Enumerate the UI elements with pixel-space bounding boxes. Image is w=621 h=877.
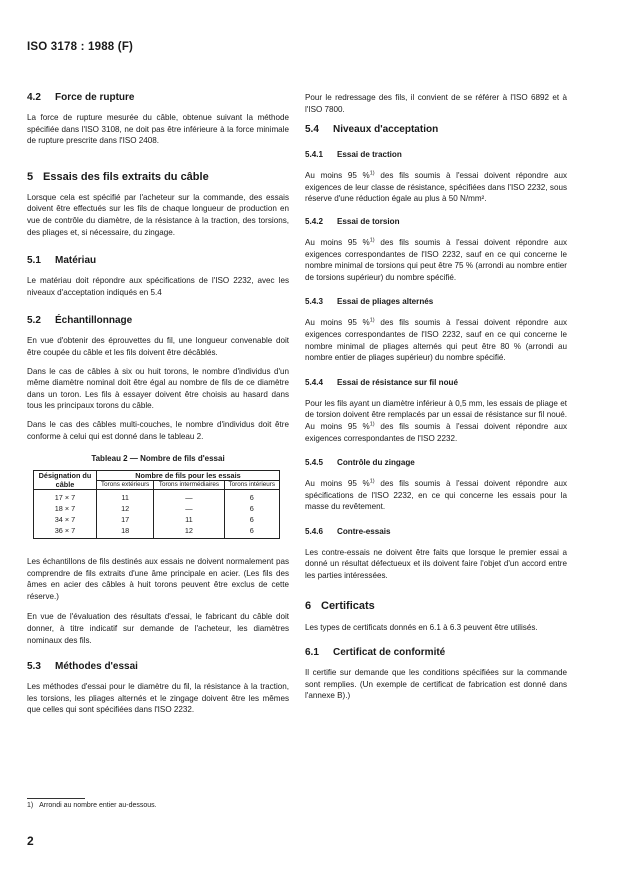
section-6-1-paragraph: Il certifie sur demande que les conditions spécifiées sur la commande sont remplies. (Un exemple de certificat de fabrication est donné dans l'annexe B).): [305, 668, 567, 701]
cell-designation: 18 × 7: [34, 503, 97, 514]
section-title: Certificat de conformité: [333, 647, 446, 659]
cell-outer: 12: [97, 503, 154, 514]
cell-inner: 6: [224, 490, 280, 504]
section-title: Essai de pliages alternés: [337, 297, 434, 307]
section-number: 5.4.5: [305, 458, 324, 468]
section-5-paragraph: Lorsque cela est spécifié par l'acheteur sur la commande, des essais doivent être effectués sur les fils de chaque longueur de production en vue de contrôle du diamètre, de la résistance à la traction, des torsions, des pliages et, si nécessaire, du zingage.: [27, 192, 289, 237]
cell-designation: 36 × 7: [34, 525, 97, 539]
section-title: Essai de traction: [337, 150, 402, 160]
table-row: [34, 503, 280, 514]
section-5-2-paragraph-3: Dans le cas des câbles multi-couches, le nombre d'individus doit être conforme à celui qui est donné dans le tableau 2.: [27, 419, 289, 441]
section-number: 6.1: [305, 647, 319, 659]
section-number: 5.2: [27, 315, 41, 327]
section-title: Contre-essais: [337, 526, 391, 536]
section-title: Certificats: [321, 599, 375, 612]
section-5-2-paragraph-2: Dans le cas de câbles à six ou huit torons, le nombre d'individus d'un même diamètre nominal doit être égal au nombre de fils de ce diamètre dans un toron. Les fils à essayer doivent être choisis au hasard dans tous les principaux torons du câble.: [27, 366, 289, 411]
section-6-paragraph: Les types de certificats donnés en 6.1 à 6.3 peuvent être utilisés.: [305, 622, 538, 632]
section-6-1-heading: [305, 647, 567, 658]
column-header-designation: Désignation du câble: [34, 471, 97, 490]
document-reference: ISO 3178 : 1988 (F): [27, 41, 134, 53]
section-number: 5.1: [27, 255, 41, 267]
cell-designation: 17 × 7: [34, 490, 97, 504]
section-4-2-paragraph: La force de rupture mesurée du câble, obtenue suivant la méthode spécifiée dans l'ISO 3108, ne doit pas être inférieure à la force minimale de rupture prescrite dans l'ISO 2408.: [27, 113, 289, 146]
section-5-4-1-heading: [305, 150, 567, 159]
section-5-4-1-paragraph: Au moins 95 %$^{1)}$ des fils soumis à l'essai doivent répondre aux exigences de leur classe de résistance, spécifiées dans l'ISO 2232, sous réserve d'une réduction égale au plus à 50 N/mm².: [305, 170, 567, 204]
wire-sample-paragraph: Les échantillons de fils destinés aux essais ne doivent normalement pas comprendre de fils extraits d'une âme principale en acier. (Les fils des âmes en acier des câbles à huit torons peuvent être exclus de cette réserve.): [27, 557, 289, 601]
section-5-4-4-paragraph: Pour les fils ayant un diamètre inférieur à 0,5 mm, les essais de pliage et de torsion doivent être remplacés par un essai de résistance sur fil noué. Au moins 95 %$^{1)}$ des fils soumis à l'essai doivent répondre aux exigences correspondantes de l'ISO 2232.: [305, 398, 567, 443]
table-caption: Tableau 2 — Nombre de fils d'essai: [91, 454, 225, 464]
section-5-2-heading: [27, 315, 289, 326]
section-number: 5.4.6: [305, 526, 324, 536]
footnote-mark: 1): [27, 802, 34, 809]
test-wire-count-table: [33, 470, 280, 539]
section-title: Force de rupture: [55, 92, 135, 103]
cell-intermediate: —: [154, 490, 224, 504]
section-title: Contrôle du zingage: [337, 458, 415, 468]
section-5-4-heading: [305, 124, 567, 135]
section-5-heading: [27, 171, 289, 183]
section-5-4-3-paragraph: Au moins 95 %$^{1)}$ des fils soumis à l'essai doivent répondre aux exigences correspondantes de l'ISO 2232, sauf en ce qui concerne le nombre minimal de pliages alternés qui peut être 80 % (arrondi au nombre entier de pliages supérieur) du nombre spécifié.: [305, 317, 567, 363]
section-title: Matériau: [55, 255, 97, 267]
cell-intermediate: —: [154, 503, 224, 514]
section-5-4-3-heading: [305, 297, 567, 306]
column-header-outer: Torons extérieurs: [97, 481, 154, 490]
section-number: 5.3: [27, 661, 41, 673]
cell-outer: 17: [97, 514, 154, 525]
section-5-4-6-heading: [305, 527, 567, 536]
cell-designation: 34 × 7: [34, 514, 97, 525]
section-5-4-6-paragraph: Les contre-essais ne doivent être faits que lorsque le premier essai a donné un résultat défectueux et ils doivent faire l'objet d'un accord entre les parties intéressées.: [305, 547, 567, 581]
table-row: [34, 514, 280, 525]
cell-intermediate: 11: [154, 514, 224, 525]
section-5-1-paragraph: Le matériau doit répondre aux spécifications de l'ISO 2232, avec les niveaux d'acceptation indiqués en 5.4: [27, 276, 289, 297]
right-column: [305, 92, 567, 702]
cell-outer: 11: [97, 490, 154, 504]
table-row: [34, 525, 280, 539]
section-number: 5.4: [305, 124, 319, 136]
column-header-group: Nombre de fils pour les essais: [97, 471, 280, 481]
straightening-paragraph: Pour le redressage des fils, il convient de se référer à l'ISO 6892 et à l'ISO 7800.: [305, 93, 567, 114]
section-5-2-paragraph-1: En vue d'obtenir des éprouvettes du fil, une longueur convenable doit être coupée du câble et les fils doivent être décâblés.: [27, 336, 289, 357]
page-number: 2: [27, 834, 34, 848]
left-column: [27, 92, 289, 716]
section-5-4-5-paragraph: Au moins 95 %$^{1)}$ des fils soumis à l'essai doivent répondre aux spécifications de l'ISO 2232, en ce qui concerne les essais pour la masse du revêtement.: [305, 478, 567, 512]
section-number: 5.4.4: [305, 377, 324, 387]
footnote-divider: [27, 798, 85, 799]
section-number: 6: [305, 599, 312, 612]
evaluation-paragraph: En vue de l'évaluation des résultats d'essai, le fabricant du câble doit donner, à titre indicatif sur demande de l'acheteur, les diamètres nominaux des fils.: [27, 612, 289, 645]
section-number: 5: [27, 170, 34, 183]
footnote-text: Arrondi au nombre entier au-dessous.: [39, 802, 157, 809]
cell-inner: 6: [224, 525, 280, 539]
cell-inner: 6: [224, 503, 280, 514]
section-title: Méthodes d'essai: [55, 661, 138, 673]
column-header-inner: Torons intérieurs: [224, 481, 280, 490]
section-5-3-heading: [27, 661, 289, 672]
section-4-2-heading: [27, 92, 289, 103]
cell-inner: 6: [224, 514, 280, 525]
section-number: 4.2: [27, 92, 41, 103]
section-5-1-heading: [27, 255, 289, 266]
section-5-3-paragraph: Les méthodes d'essai pour le diamètre du fil, la résistance à la traction, les torsions, les pliages alternés et le zingage doivent être les mêmes que celles qui sont spécifiées dans l'ISO 2232.: [27, 682, 289, 715]
footnote: [27, 802, 157, 809]
cell-outer: 18: [97, 525, 154, 539]
column-header-intermediate: Torons intermédiaires: [154, 481, 224, 490]
section-title: Niveaux d'acceptation: [333, 124, 439, 136]
section-title: Essai de torsion: [337, 216, 400, 226]
section-5-4-5-heading: [305, 458, 567, 467]
section-5-4-2-paragraph: Au moins 95 %$^{1)}$ des fils soumis à l'essai doivent répondre aux exigences correspondantes de l'ISO 2232, sauf en ce qui concerne le nombre minimal de torsions qui peut être 75 % (arrondi au nombre entier de torsions supérieur) du nombre spécifié.: [305, 237, 567, 282]
section-number: 5.4.3: [305, 297, 324, 307]
section-number: 5.4.1: [305, 150, 324, 160]
section-5-4-2-heading: [305, 217, 567, 226]
section-5-4-4-heading: [305, 378, 567, 387]
cell-intermediate: 12: [154, 525, 224, 539]
section-number: 5.4.2: [305, 216, 324, 226]
section-title: Essai de résistance sur fil noué: [337, 377, 459, 387]
section-title: Échantillonnage: [55, 315, 133, 327]
table-row: [34, 490, 280, 504]
section-6-heading: [305, 600, 567, 612]
section-title: Essais des fils extraits du câble: [43, 170, 209, 183]
